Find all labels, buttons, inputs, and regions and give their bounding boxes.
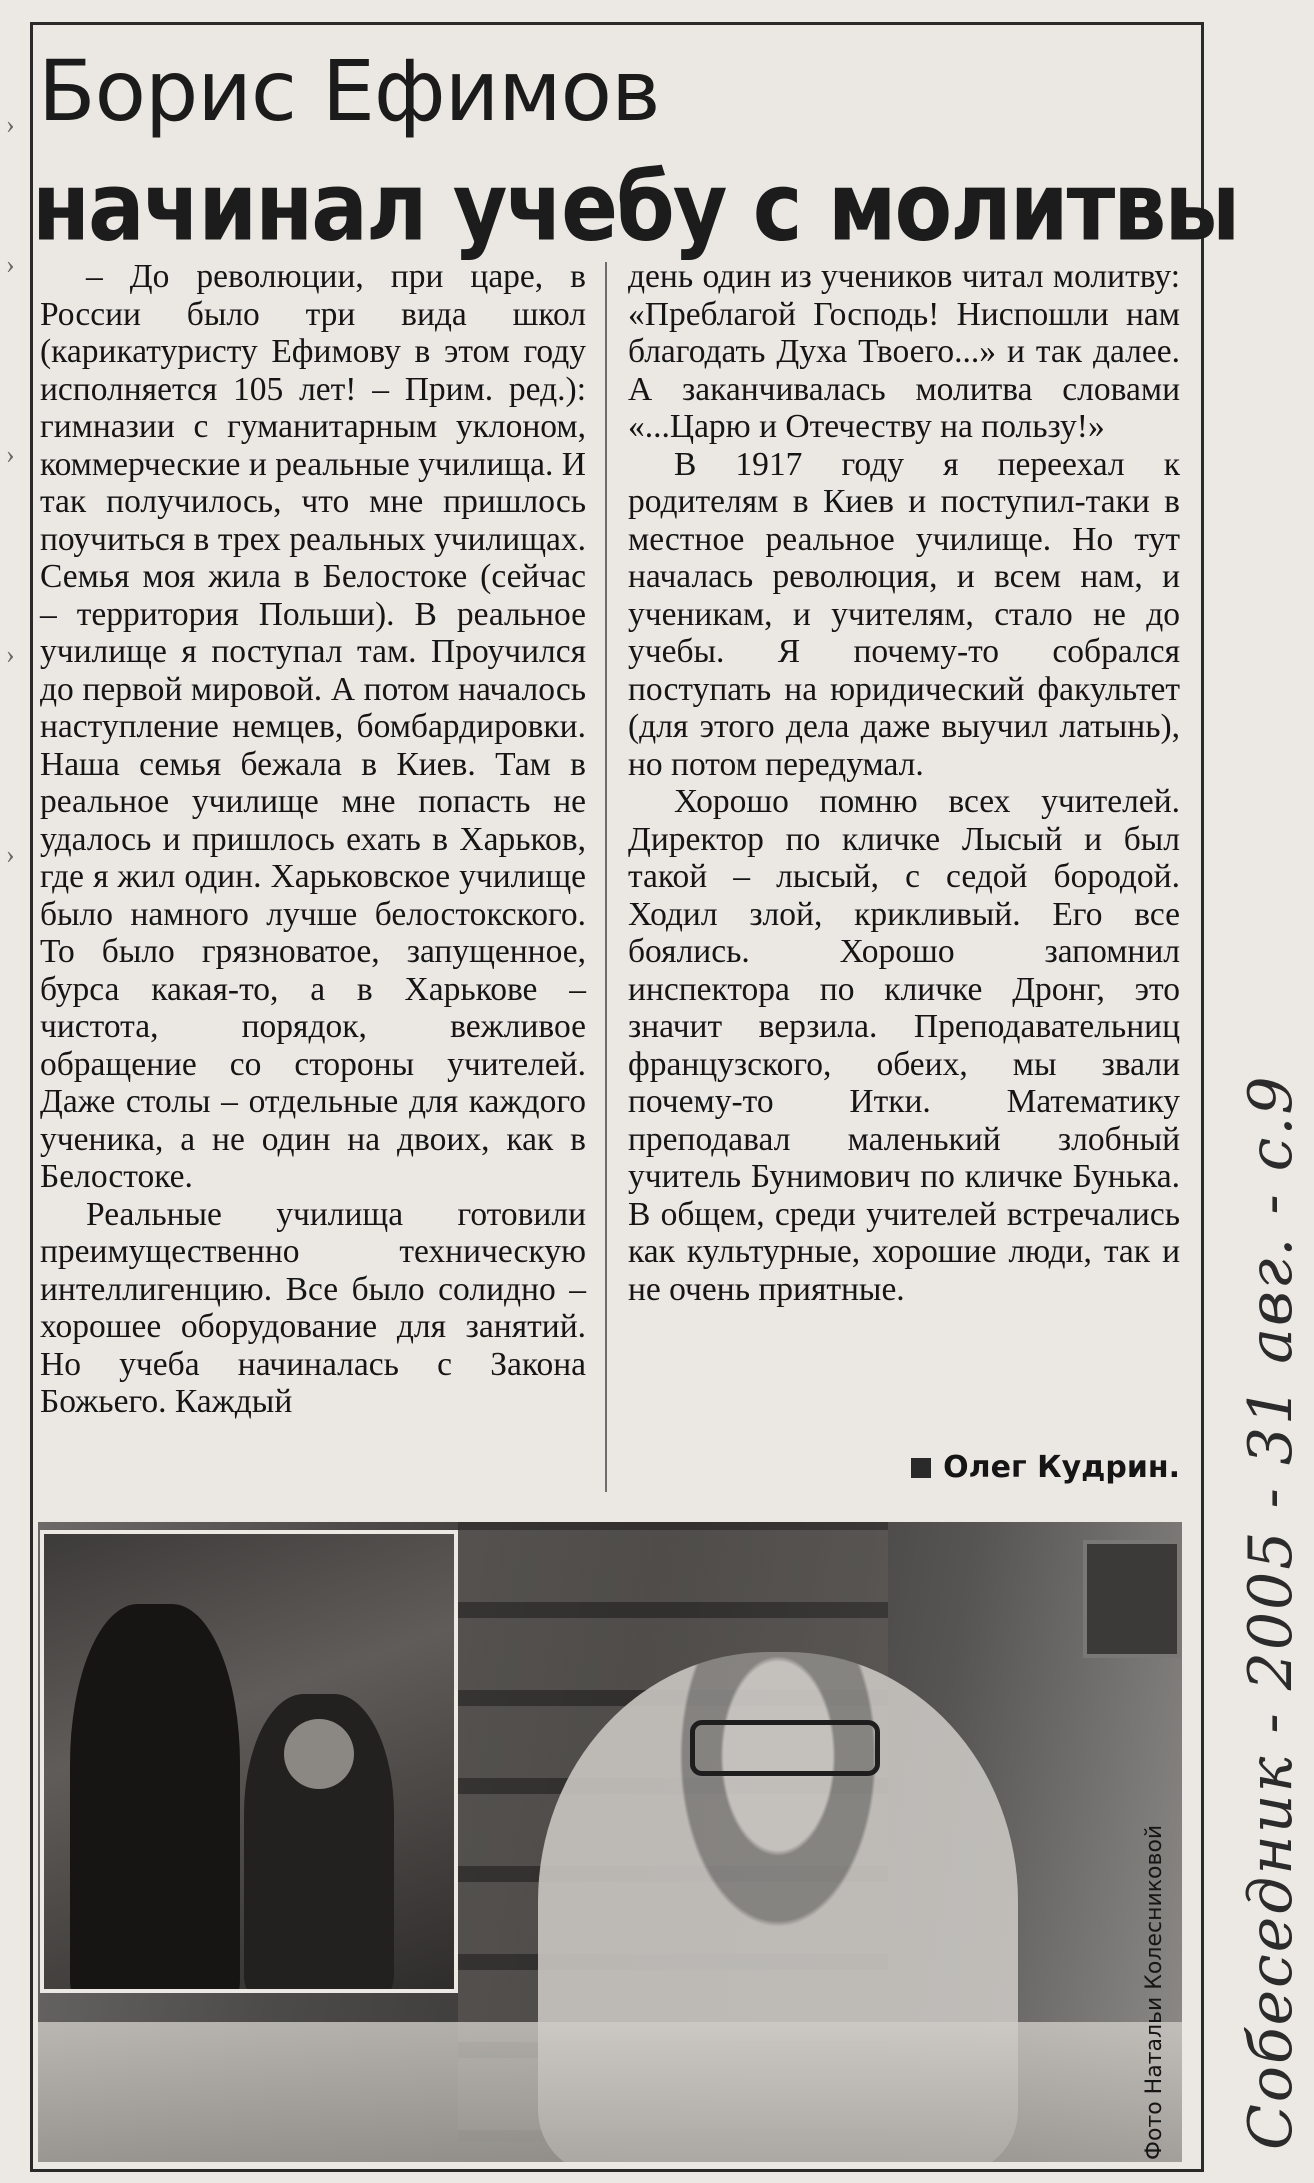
square-bullet-icon xyxy=(911,1458,931,1478)
paragraph: – До революции, при царе, в России было три вида школ (карикатуристу Ефимову в этом году исполняется 105 лет! – Прим. ред.): гимназии с гуманитарным уклоном, коммерческие и реальные училища. И так получилось, что мне пришлось поучиться в трех реальных училищах. Семья моя жила в Белостоке (сейчас – территория Польши). В реальное училище я поступал там. Проучился до первой мировой. А потом началось наступление немцев, бомбардировки. Наша семья бежала в Киев. Там в реальное училище мне попасть не удалось и пришлось ехать в Харьков, где я жил один. Харьковское училище было намного лучше белостокского. То было грязноватое, запущенное, бурса какая-то, а в Харькове – чистота, порядок, вежливое обращение со стороны учителей. Даже столы – отдельные для каждого ученика, а не один на двоих, как в Белостоке. xyxy=(40,258,586,1195)
headline-name: Борис Ефимов xyxy=(38,42,660,140)
margin-mark: › xyxy=(6,440,15,469)
margin-mark: › xyxy=(6,250,15,279)
photo-inset-archival xyxy=(40,1530,458,1993)
article-column-left xyxy=(40,258,586,1421)
paragraph-continuation: день один из учеников читал молитву: «Преблагой Господь! Ниспошли нам благодать Духа Твоего...» и так далее. А заканчивалась молитва словами «...Царю и Отечеству на пользу!» xyxy=(628,258,1180,445)
paragraph: Хорошо помню всех учителей. Директор по кличке Лысый и был такой – лысый, с седой бородой. Ходил злой, крикливый. Его все боялись. Хорошо запомнил инспектора по кличке Дронг, это значит верзила. Преподавательниц французского, обеих, мы звали почему-то Итки. Математику преподавал маленький злобный учитель Бунимович по кличке Бунька. В общем, среди учителей встречались как культурные, хорошие люди, так и не очень приятные. xyxy=(628,783,1180,1308)
margin-mark: › xyxy=(6,840,15,869)
desk xyxy=(38,2022,1182,2162)
article-column-right xyxy=(628,258,1180,1308)
column-divider xyxy=(605,262,607,1492)
author-name: Олег Кудрин. xyxy=(943,1450,1180,1485)
photo-credit: Фото Натальи Колесниковой xyxy=(1142,1824,1167,2160)
picture-frame xyxy=(1083,1540,1181,1658)
paragraph: Реальные училища готовили преимущественно техническую интеллигенцию. Все было солидно – хорошее оборудование для занятий. Но учеба начиналась с Закона Божьего. Каждый xyxy=(40,1195,586,1420)
margin-mark: › xyxy=(6,110,15,139)
author-byline xyxy=(880,1450,1180,1485)
headline-subtitle: начинал учебу с молитвы xyxy=(32,152,1239,262)
figure-face xyxy=(284,1719,354,1789)
margin-mark: › xyxy=(6,640,15,669)
figure-man-in-hat xyxy=(70,1604,240,1993)
glasses-shape xyxy=(690,1720,880,1776)
handwritten-source-note: Собеседник - 2005 - 31 авг. - с.9 xyxy=(1236,1074,1306,2150)
paragraph: В 1917 году я переехал к родителям в Киев и поступил-таки в местное реальное училище. Но тут началась революция, и всем нам, и ученикам, и учителям, стало не до учебы. Я почему-то собрался поступать на юридический факультет (для этого дела даже выучил латынь), но потом передумал. xyxy=(628,445,1180,783)
